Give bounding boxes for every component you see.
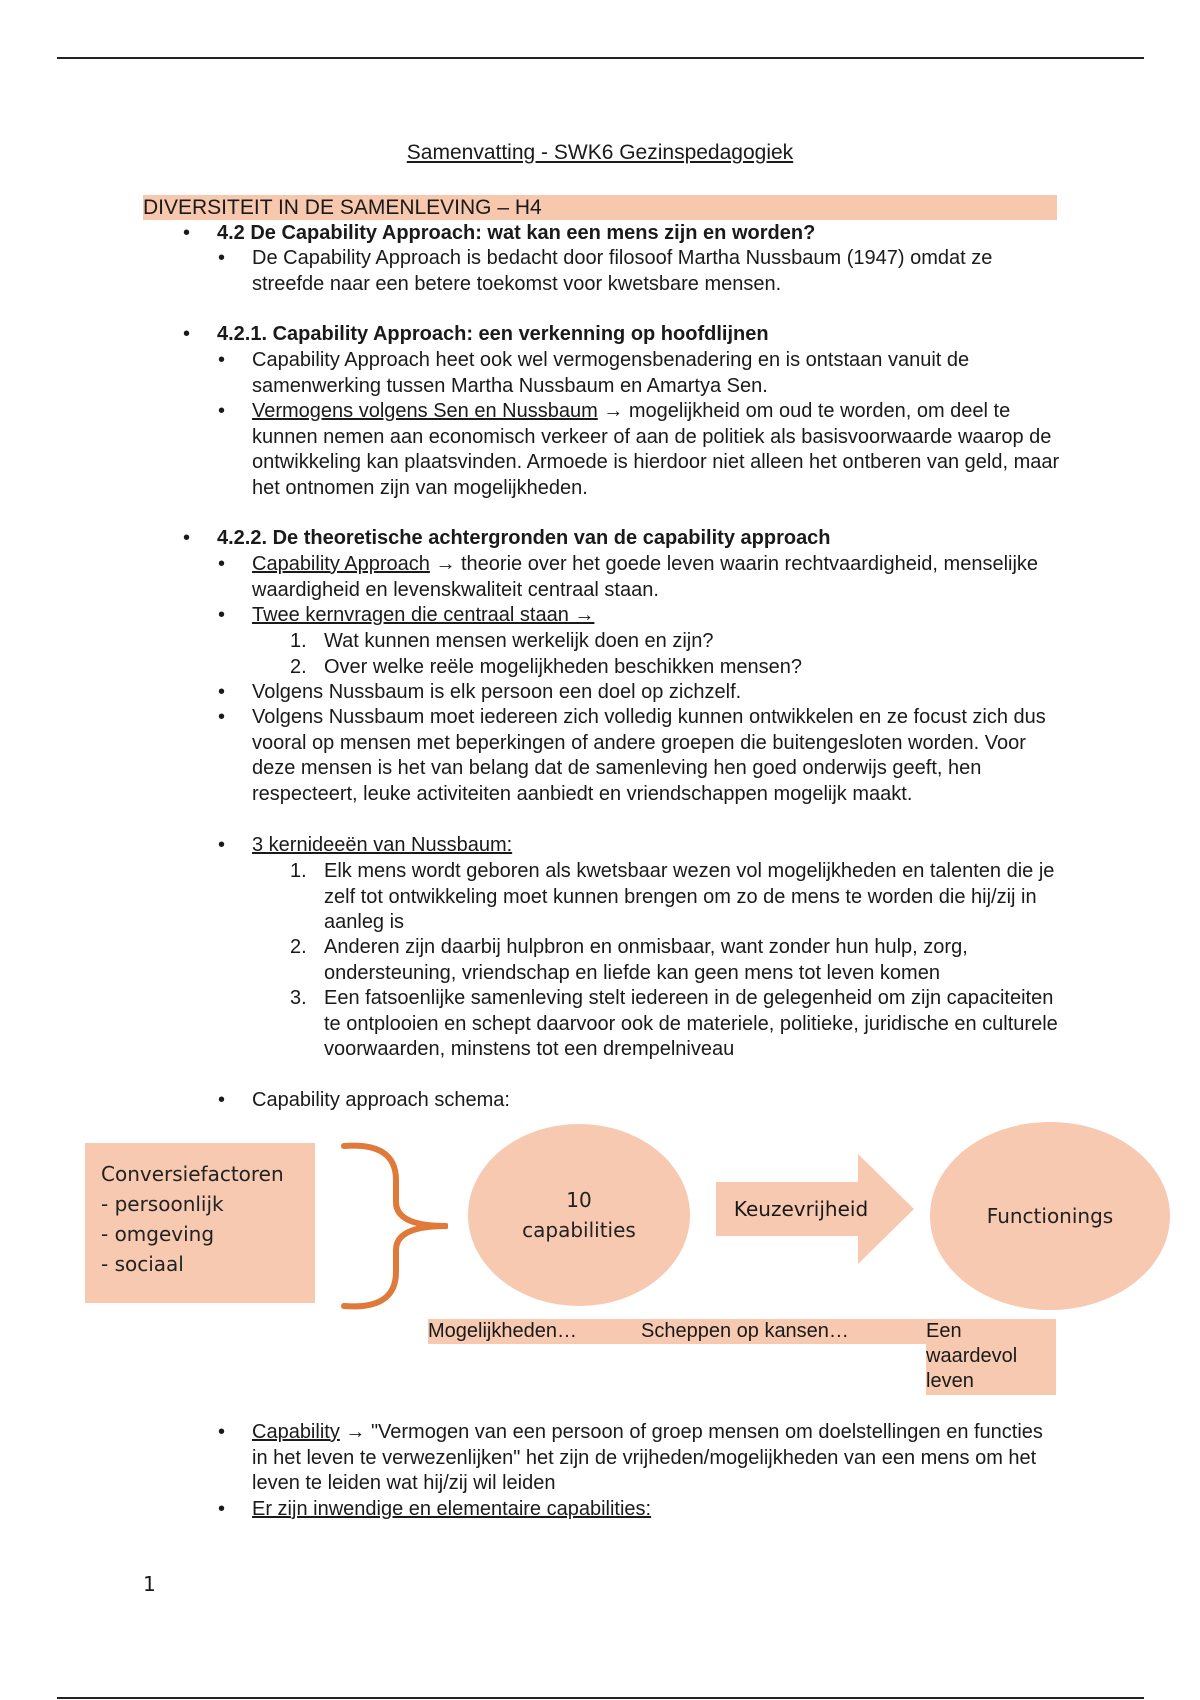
conversion-factors-box — [85, 1143, 315, 1303]
opportunities-label-band — [428, 1319, 926, 1344]
list-item: • Capability Approach → theorie over het goede leven waarin rechtvaardigheid, menselijke waardigheid en levenskwaliteit centraal staan. — [218, 553, 1039, 601]
list-item: • Er zijn inwendige en elementaire capabilities: — [218, 1497, 1063, 1523]
bullet-icon: • — [183, 323, 191, 345]
list-item: • Twee kernvragen die centraal staan → — [218, 603, 1063, 629]
bullet-icon: • — [218, 247, 226, 269]
conversion-factor-item: - omgeving — [101, 1222, 215, 1246]
functionings-label: Functionings — [986, 1204, 1114, 1228]
page-number: 1 — [143, 1572, 156, 1596]
heading-4-2-2: • 4.2.2. De theoretische achtergronden van de capability approach — [183, 526, 1063, 552]
page-title: Samenvatting - SWK6 Gezinspedagogiek — [406, 141, 794, 164]
curly-brace-icon — [338, 1140, 448, 1312]
conversion-factor-item: - persoonlijk — [101, 1192, 224, 1216]
bullet-icon: • — [218, 349, 226, 371]
list-item: • De Capability Approach is bedacht door filosoof Martha Nussbaum (1947) omdat ze streefde naar een betere toekomst voor kwetsbare mensen. — [218, 247, 993, 295]
capabilities-label: capabilities — [522, 1218, 636, 1242]
heading-4-2-1: • 4.2.1. Capability Approach: een verkenning op hoofdlijnen — [183, 322, 1063, 348]
bullet-icon: • — [218, 1421, 226, 1443]
numbered-item: 1. Wat kunnen mensen werkelijk doen en zijn? — [290, 630, 714, 652]
bullet-icon: • — [183, 222, 191, 244]
list-item: • Capability Approach heet ook wel vermogensbenadering en is ontstaan vanuit de samenwerking tussen Martha Nussbaum en Amartya Sen. — [218, 349, 970, 397]
functionings-ellipse — [930, 1122, 1170, 1310]
bullet-icon: • — [183, 527, 191, 549]
possibilities-label: Mogelijkheden… — [428, 1320, 577, 1342]
conversion-factors-title: Conversiefactoren — [101, 1162, 284, 1186]
numbered-item: 2. Anderen zijn daarbij hulpbron en onmisbaar, want zonder hun hulp, zorg, ondersteuning, vriendschap en liefde kan geen mens tot leven komen — [290, 936, 968, 984]
bullet-icon: • — [218, 553, 226, 575]
heading-4-2: • 4.2 De Capability Approach: wat kan een mens zijn en worden? — [183, 221, 1063, 247]
bullet-icon: • — [218, 604, 226, 626]
capabilities-count: 10 — [566, 1188, 592, 1212]
numbered-item: 3. Een fatsoenlijke samenleving stelt iedereen in de gelegenheid om zijn capaciteiten te ontplooien en schept daarvoor ook de materiele, politieke, juridische en culturele voorwaarden, minstens tot een drempelniveau — [290, 987, 1058, 1060]
list-item: • Capability approach schema: — [218, 1088, 1063, 1114]
list-item: • 3 kernideeën van Nussbaum: — [218, 833, 1063, 859]
bottom-rule — [57, 1697, 1144, 1699]
bullet-icon: • — [218, 681, 226, 703]
list-item: • Capability → "Vermogen van een persoon of groep mensen om doelstellingen en functies in het leven te verwezenlijken" het zijn de vrijheden/mogelijkheden van een mens om het leven te leiden wat hij/zij wil leiden — [218, 1421, 1043, 1494]
bullet-icon: • — [218, 1089, 226, 1111]
bullet-icon: • — [218, 400, 226, 422]
valuable-life-label: Een waardevol leven — [926, 1319, 1056, 1395]
numbered-item: 1. Elk mens wordt geboren als kwetsbaar wezen vol mogelijkheden en talenten die je zelf tot ontwikkeling moet kunnen brengen om zo de mens te worden die hij/zij in aanleg is — [290, 860, 1055, 933]
conversion-factor-item: - sociaal — [101, 1252, 184, 1276]
top-rule — [57, 57, 1144, 59]
choice-freedom-label: Keuzevrijheid — [733, 1197, 869, 1221]
list-item: • Volgens Nussbaum moet iedereen zich volledig kunnen ontwikkelen en ze focust zich dus vooral op mensen met beperkingen of andere groepen die buitengesloten worden. Voor deze mensen is het van belang dat de samenleving hen goed onderwijs geeft, hen respecteert, leuke activiteiten aanbiedt en vriendschappen mogelijk maakt. — [218, 706, 1046, 805]
bullet-icon: • — [218, 1498, 226, 1520]
bullet-icon: • — [218, 706, 226, 728]
list-item: • Volgens Nussbaum is elk persoon een doel op zichzelf. — [218, 680, 1063, 706]
bullet-icon: • — [218, 834, 226, 856]
section-heading: DIVERSITEIT IN DE SAMENLEVING – H4 — [143, 195, 1057, 220]
seizing-chances-label: Scheppen op kansen… — [641, 1320, 849, 1342]
numbered-item: 2. Over welke reële mogelijkheden beschikken mensen? — [290, 656, 803, 678]
capabilities-ellipse — [468, 1124, 690, 1306]
list-item: • Vermogens volgens Sen en Nussbaum → mogelijkheid om oud te worden, om deel te kunnen nemen aan economisch verkeer of aan de politiek als basisvoorwaarde waarop de ontwikkeling kan plaatsvinden. Armoede is hierdoor niet alleen het ontberen van geld, maar het ontnomen zijn van mogelijkheden. — [218, 400, 1060, 499]
